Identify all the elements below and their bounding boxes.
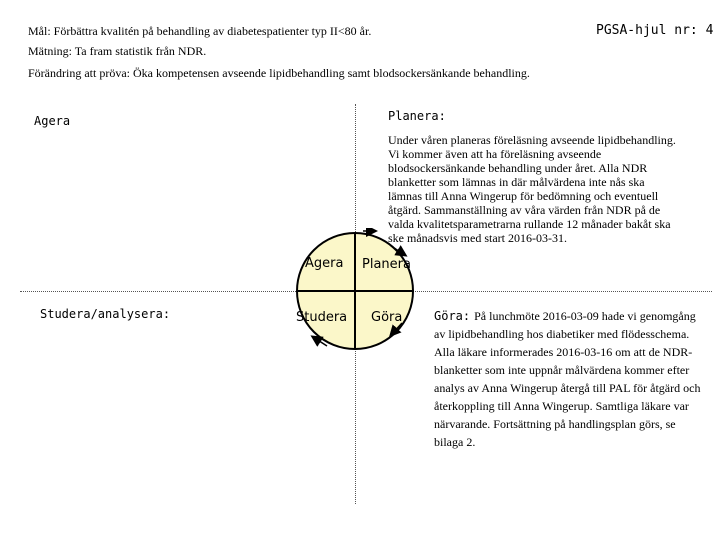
study-heading: Studera/analysera: xyxy=(40,307,171,321)
wheel-label-plan: Planera xyxy=(362,257,411,272)
do-text: På lunchmöte 2016-03-09 hade vi genomgång av lipidbehandling hos diabetiker med flödesschema. Alla läkare informerades 2016-03-16 om att de NDR-blanketter som inte uppnår målvärdena kommer efter analys av Anna Wingerup återgå till PAL för åtgärd och återkoppling till Anna Wingerup. Samtliga läkare var närvarande. Fortsättning på handlingsplan görs, se bilaga 2. xyxy=(434,309,701,449)
plan-heading: Planera: xyxy=(388,109,446,123)
act-heading: Agera xyxy=(34,114,71,128)
goal-text: Mål: Förbättra kvalitén på behandling av diabetespatienter typ II<80 år. xyxy=(28,24,372,38)
cycle-label: PGSA-hjul nr: 4 xyxy=(596,23,714,38)
do-block xyxy=(434,307,704,451)
do-heading: Göra: xyxy=(434,309,471,323)
measurement-text: Mätning: Ta fram statistik från NDR. xyxy=(28,44,207,58)
change-text: Förändring att pröva: Öka kompetensen avseende lipidbehandling samt blodsockersänkande behandling. xyxy=(28,66,530,80)
wheel-label-act: Agera xyxy=(305,256,344,271)
pdsa-wheel xyxy=(295,228,435,368)
wheel-label-study: Studera xyxy=(296,310,348,325)
wheel-label-do: Göra xyxy=(371,310,403,325)
plan-text: Under våren planeras föreläsning avseende lipidbehandling. Vi kommer även att ha föreläsning avseende blodsockersänkande behandling under året. Alla NDR blanketter som lämnas in där målvärdena inte nås ska lämnas till Anna Wingerup för bedömning och eventuell åtgärd. Sammanställning av våra värden från NDR på de valda kvalitetsparametrarna rullande 12 månader bakåt ska ske månadsvis med start 2016-03-31. xyxy=(388,133,676,245)
